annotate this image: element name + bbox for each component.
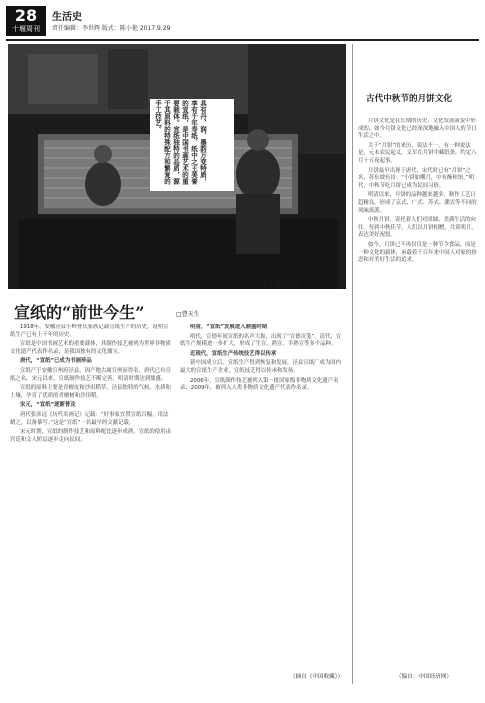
side-paragraph: 关于“月饼”的来历，说法不一。有一种说法是，元末农民起义，义军在月饼中藏纸条，约定八月十五夜起事。 xyxy=(358,142,477,164)
article-paragraph: 唐代张彦远《历代名画记》记载：“好事家宜置宣纸百幅，用法蜡之，以备摹写。”这是“宣纸”一名最早的文献记载。 xyxy=(10,411,169,426)
editor-credits: 责任编辑：李世辉 版式：陈小艳 2017.9.29 xyxy=(52,25,171,32)
paper-name: 十堰周刊 xyxy=(12,25,40,33)
header-rule xyxy=(6,39,479,41)
side-paragraph: 月饼最早出现于唐代，宋代时已有“月饼”之名，苏东坡有诗：“小饼如嚼月，中有酥和饴。”明代，中秋节吃月饼已成为民间习俗。 xyxy=(358,167,475,189)
side-article-body xyxy=(358,118,479,648)
lead-text-box xyxy=(150,99,234,191)
side-paragraph: 如今，月饼已不再仅仅是一种节令食品，而是一种文化的载体，承载着千百年来中国人对家的眷恋和对美好生活的追求。 xyxy=(358,241,477,264)
page-number-box xyxy=(6,6,46,36)
side-paragraph: 中秋月饼，寄托着人们对团圆、美满生活的向往。每到中秋佳节，人们以月饼相赠，共赏明月，表达美好祝愿。 xyxy=(358,217,477,239)
page-number: 28 xyxy=(14,6,38,25)
article-paragraph: 2006年，宣纸制作技艺被列入第一批国家级非物质文化遗产名录；2009年，被列入人类非物质文化遗产代表作名录。 xyxy=(180,377,339,392)
article-byline: □曹天生 xyxy=(176,311,200,318)
section-title: 生活史 xyxy=(52,12,82,23)
article-paragraph: 宣纸是中国书画艺术的重要载体，其制作技艺被列为世界非物质文化遗产代表作名录，是我国独有的文化瑰宝。 xyxy=(10,341,171,355)
article-source: （摘自《中国收藏》） xyxy=(290,674,344,680)
lead-text: 具有丹、润、墨韵万变特质，享有千年寿纸、纸中之王美誉的宣纸，是中国书画艺术的重要载体。宣纸独特的品质，源于其原料的特殊配方和繁复的手工技艺。 xyxy=(154,100,207,185)
article-paragraph: 宣纸产于安徽宣州府泾县，因产地古属宣州而得名。唐代已有宣纸之名，宋元以来，宣纸制作技艺不断完善，明清时期达到鼎盛。 xyxy=(10,367,171,382)
article-paragraph: 宣纸的原料主要是青檀皮和沙田稻草，泾县独特的气候、水质和土壤，孕育了优质的青檀树和沙田稻。 xyxy=(10,385,171,399)
article-subhead: 宋元，“宣纸”逐渐普及 xyxy=(20,402,76,409)
article-paragraph: 1918年，安徽泾县小岭曹氏家族记载宣纸生产的历史，说明宣纸生产已有上千年的历史。 xyxy=(10,324,169,338)
page-header xyxy=(0,0,485,40)
article-paragraph: 宋元时期，宣纸的制作技艺和原料配比逐步成熟，宣纸的使用由宫廷和文人阶层逐步走向民间。 xyxy=(10,429,171,443)
article-headline: 宣纸的“前世今生” xyxy=(14,303,145,322)
article-column-2 xyxy=(180,324,346,670)
papermaking-photo xyxy=(8,44,346,289)
side-article-title: 古代中秋节的月饼文化 xyxy=(366,94,452,104)
article-subhead: 唐代，“宣纸”已成为书画珍品 xyxy=(20,358,92,365)
photo-caption: 手工制作宣纸。 xyxy=(262,281,305,288)
side-paragraph: 明清以来，月饼的品种越来越多，制作工艺日趋精良，形成了京式、广式、苏式、潮式等不同的风味流派。 xyxy=(358,192,477,214)
article-paragraph: 明代，宣德年间宣纸的名声大振，出现了“宣德贡笺”。清代，宣纸生产规模进一步扩大，形成了生宣、熟宣、半熟宣等多个品种。 xyxy=(180,333,342,348)
article-subhead: 近现代，宣纸生产传统技艺得以传承 xyxy=(190,350,277,357)
side-paragraph: 月饼文化是在长期的历史、文化发展演变中形成的，如今月饼文化已经深深地融入中国人的节日生活之中。 xyxy=(358,118,477,140)
article-column-1 xyxy=(10,324,172,670)
article-subhead: 明清，“宣纸”发展进入鼎盛时期 xyxy=(190,324,268,330)
side-article-source: （编自：中国经济网） xyxy=(396,674,452,680)
column-divider xyxy=(352,44,353,684)
article-paragraph: 新中国成立后，宣纸生产得到恢复和发展，泾县宣纸厂成为国内最大的宣纸生产企业，宣纸技艺得以传承和发扬。 xyxy=(180,360,341,374)
